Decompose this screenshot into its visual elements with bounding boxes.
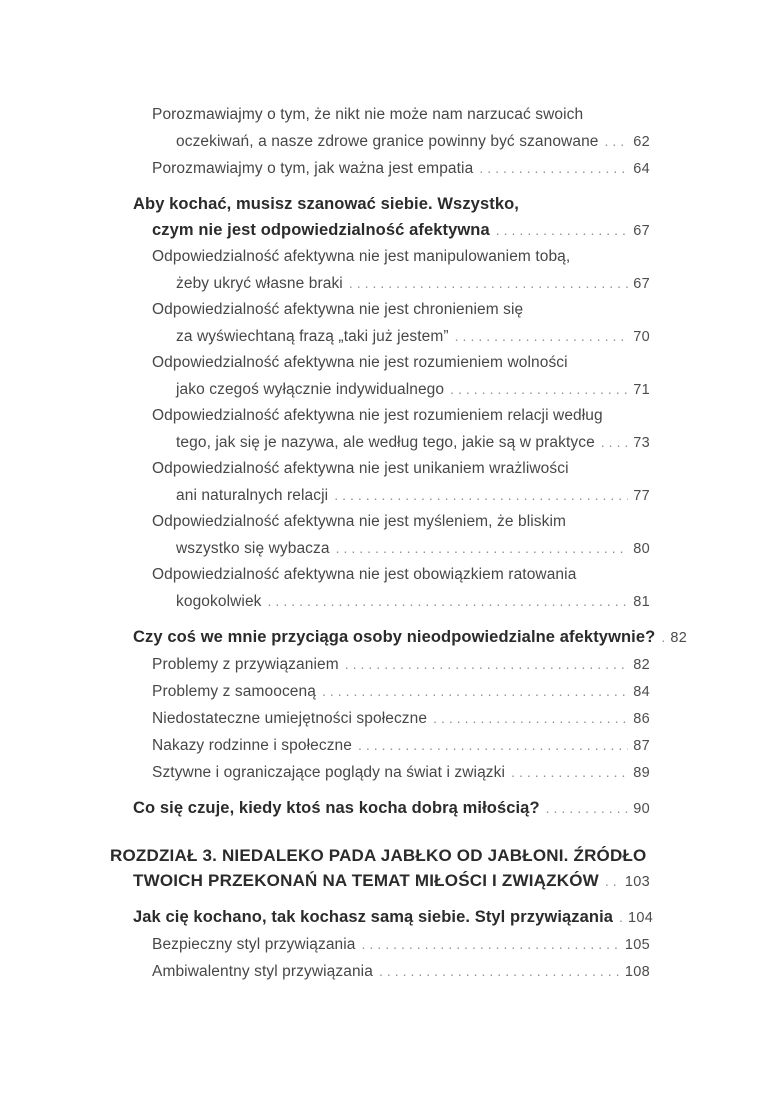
toc-entry bbox=[110, 705, 650, 732]
dot-leader bbox=[268, 588, 629, 615]
toc-entry-title: Odpowiedzialność afektywna nie jest myśleniem, że bliskim bbox=[152, 513, 567, 530]
toc-line bbox=[133, 624, 688, 651]
dot-leader bbox=[362, 931, 620, 958]
dot-leader bbox=[605, 128, 629, 155]
toc-entry bbox=[110, 562, 650, 615]
toc-entry-title: Odpowiedzialność afektywna nie jest rozumieniem wolności bbox=[152, 354, 568, 371]
dot-leader bbox=[661, 624, 665, 650]
toc-line bbox=[152, 958, 650, 985]
toc-entry-title: Problemy z przywiązaniem bbox=[152, 656, 339, 673]
toc-entry-title: jako czegoś wyłącznie indywidualnego bbox=[176, 381, 445, 398]
toc-section-heading bbox=[110, 904, 654, 931]
toc-entry-title: Problemy z samooceną bbox=[152, 683, 316, 700]
dot-leader bbox=[511, 759, 628, 786]
toc-line bbox=[152, 705, 650, 732]
page-number: 71 bbox=[633, 382, 650, 398]
toc-entry-title: Nakazy rodzinne i społeczne bbox=[152, 737, 352, 754]
toc-chapter-heading bbox=[110, 843, 650, 895]
page-number: 90 bbox=[633, 801, 650, 817]
dot-leader bbox=[450, 376, 628, 403]
toc-entry-title: kogokolwiek bbox=[176, 593, 262, 610]
toc-entry bbox=[110, 456, 650, 509]
page-number: 67 bbox=[633, 223, 650, 239]
page-number: 89 bbox=[633, 765, 650, 781]
toc-entry bbox=[110, 678, 650, 705]
dot-leader bbox=[601, 429, 628, 456]
toc-line bbox=[152, 678, 650, 705]
toc-entry-title: Bezpieczny styl przywiązania bbox=[152, 936, 356, 953]
toc-line bbox=[152, 244, 650, 270]
toc-entry-title: wszystko się wybacza bbox=[176, 540, 330, 557]
toc-line bbox=[133, 795, 650, 822]
page-number: 108 bbox=[624, 964, 650, 980]
toc-entry-title: Sztywne i ograniczające poglądy na świat i związki bbox=[152, 764, 506, 781]
page-number: 103 bbox=[624, 874, 650, 890]
toc-entry bbox=[110, 958, 650, 985]
toc-entry-title: czym nie jest odpowiedzialność afektywna bbox=[152, 221, 490, 239]
dot-leader bbox=[358, 732, 628, 759]
toc-line bbox=[152, 651, 650, 678]
dot-leader bbox=[345, 651, 629, 678]
page-number: 105 bbox=[624, 937, 650, 953]
dot-leader bbox=[605, 868, 620, 894]
toc-entry-title: ani naturalnych relacji bbox=[176, 487, 329, 504]
dot-leader bbox=[349, 270, 628, 297]
dot-leader bbox=[379, 958, 620, 985]
page-number: 81 bbox=[633, 594, 650, 610]
toc-section-heading bbox=[110, 795, 650, 822]
toc-entry-title: tego, jak się je nazywa, ale według tego, jakie są w praktyce bbox=[176, 434, 595, 451]
page-number: 62 bbox=[633, 134, 650, 150]
toc-entry-title: Odpowiedzialność afektywna nie jest manipulowaniem tobą, bbox=[152, 248, 571, 265]
toc-entry-title: za wyświechtaną frazą „taki już jestem” bbox=[176, 328, 449, 345]
toc-line bbox=[152, 759, 650, 786]
toc-line bbox=[152, 376, 650, 403]
toc-line bbox=[152, 732, 650, 759]
dot-leader bbox=[336, 535, 629, 562]
toc-section-heading bbox=[110, 191, 650, 244]
page-number: 67 bbox=[633, 276, 650, 292]
toc-entry-title: Ambiwalentny styl przywiązania bbox=[152, 963, 373, 980]
page-number: 82 bbox=[670, 630, 688, 646]
toc-entry-title: Aby kochać, musisz szanować siebie. Wszystko, bbox=[133, 195, 519, 213]
toc-line bbox=[133, 217, 650, 244]
dot-leader bbox=[334, 482, 628, 509]
toc-entry-title: Odpowiedzialność afektywna nie jest obowiązkiem ratowania bbox=[152, 566, 577, 583]
toc-section-heading bbox=[110, 624, 688, 651]
dot-leader bbox=[619, 904, 623, 930]
toc-entry-title: Odpowiedzialność afektywna nie jest rozumieniem relacji według bbox=[152, 407, 603, 424]
dot-leader bbox=[479, 155, 628, 182]
page-number: 80 bbox=[633, 541, 650, 557]
dot-leader bbox=[455, 323, 629, 350]
toc-entry-title: żeby ukryć własne braki bbox=[176, 275, 343, 292]
toc-line bbox=[152, 350, 650, 376]
toc bbox=[110, 102, 688, 985]
toc-entry bbox=[110, 931, 650, 958]
dot-leader bbox=[546, 795, 629, 821]
toc-line bbox=[152, 297, 650, 323]
toc-line bbox=[152, 931, 650, 958]
toc-line bbox=[152, 562, 650, 588]
toc-line bbox=[152, 588, 650, 615]
toc-line bbox=[152, 456, 650, 482]
toc-line bbox=[152, 482, 650, 509]
toc-entry-title: ROZDZIAŁ 3. NIEDALEKO PADA JABŁKO OD JABŁONI. ŹRÓDŁO bbox=[110, 846, 647, 865]
page-number: 104 bbox=[628, 910, 654, 926]
toc-line bbox=[133, 904, 654, 931]
toc-line bbox=[152, 155, 650, 182]
toc-line bbox=[152, 270, 650, 297]
toc-entry bbox=[110, 350, 650, 403]
page-number: 73 bbox=[633, 435, 650, 451]
toc-entry bbox=[110, 102, 650, 155]
dot-leader bbox=[496, 217, 629, 243]
page-number: 70 bbox=[633, 329, 650, 345]
dot-leader bbox=[433, 705, 628, 732]
toc-line bbox=[152, 535, 650, 562]
toc-line bbox=[152, 509, 650, 535]
toc-entry-title: Jak cię kochano, tak kochasz samą siebie. Styl przywiązania bbox=[133, 908, 614, 926]
toc-line bbox=[133, 191, 650, 217]
toc-line bbox=[110, 843, 650, 868]
toc-entry-title: Porozmawiajmy o tym, jak ważna jest empatia bbox=[152, 160, 474, 177]
toc-entry-title: Odpowiedzialność afektywna nie jest chronieniem się bbox=[152, 301, 524, 318]
toc-entry-title: Odpowiedzialność afektywna nie jest unikaniem wrażliwości bbox=[152, 460, 569, 477]
page-number: 82 bbox=[633, 657, 650, 673]
toc-entry-title: oczekiwań, a nasze zdrowe granice powinny być szanowane bbox=[176, 133, 599, 150]
toc-entry-title: Porozmawiajmy o tym, że nikt nie może nam narzucać swoich bbox=[152, 106, 584, 123]
page-number: 86 bbox=[633, 711, 650, 727]
toc-entry-title: Co się czuje, kiedy ktoś nas kocha dobrą miłością? bbox=[133, 799, 540, 817]
toc-entry bbox=[110, 651, 650, 678]
toc-entry bbox=[110, 155, 650, 182]
toc-line bbox=[152, 403, 650, 429]
dot-leader bbox=[322, 678, 628, 705]
toc-entry-title: Niedostateczne umiejętności społeczne bbox=[152, 710, 428, 727]
toc-line bbox=[110, 868, 650, 895]
toc-entry bbox=[110, 509, 650, 562]
toc-entry bbox=[110, 403, 650, 456]
toc-line bbox=[152, 323, 650, 350]
toc-line bbox=[152, 429, 650, 456]
toc-entry bbox=[110, 759, 650, 786]
toc-entry-title: Czy coś we mnie przyciąga osoby nieodpowiedzialne afektywnie? bbox=[133, 628, 656, 646]
toc-entry bbox=[110, 732, 650, 759]
toc-entry-title: TWOICH PRZEKONAŃ NA TEMAT MIŁOŚCI I ZWIĄZKÓW bbox=[133, 871, 599, 890]
toc-line bbox=[152, 102, 650, 128]
page-number: 84 bbox=[633, 684, 650, 700]
page-number: 87 bbox=[633, 738, 650, 754]
toc-entry bbox=[110, 244, 650, 297]
toc-entry bbox=[110, 297, 650, 350]
toc-line bbox=[152, 128, 650, 155]
page-number: 77 bbox=[633, 488, 650, 504]
page-number: 64 bbox=[633, 161, 650, 177]
